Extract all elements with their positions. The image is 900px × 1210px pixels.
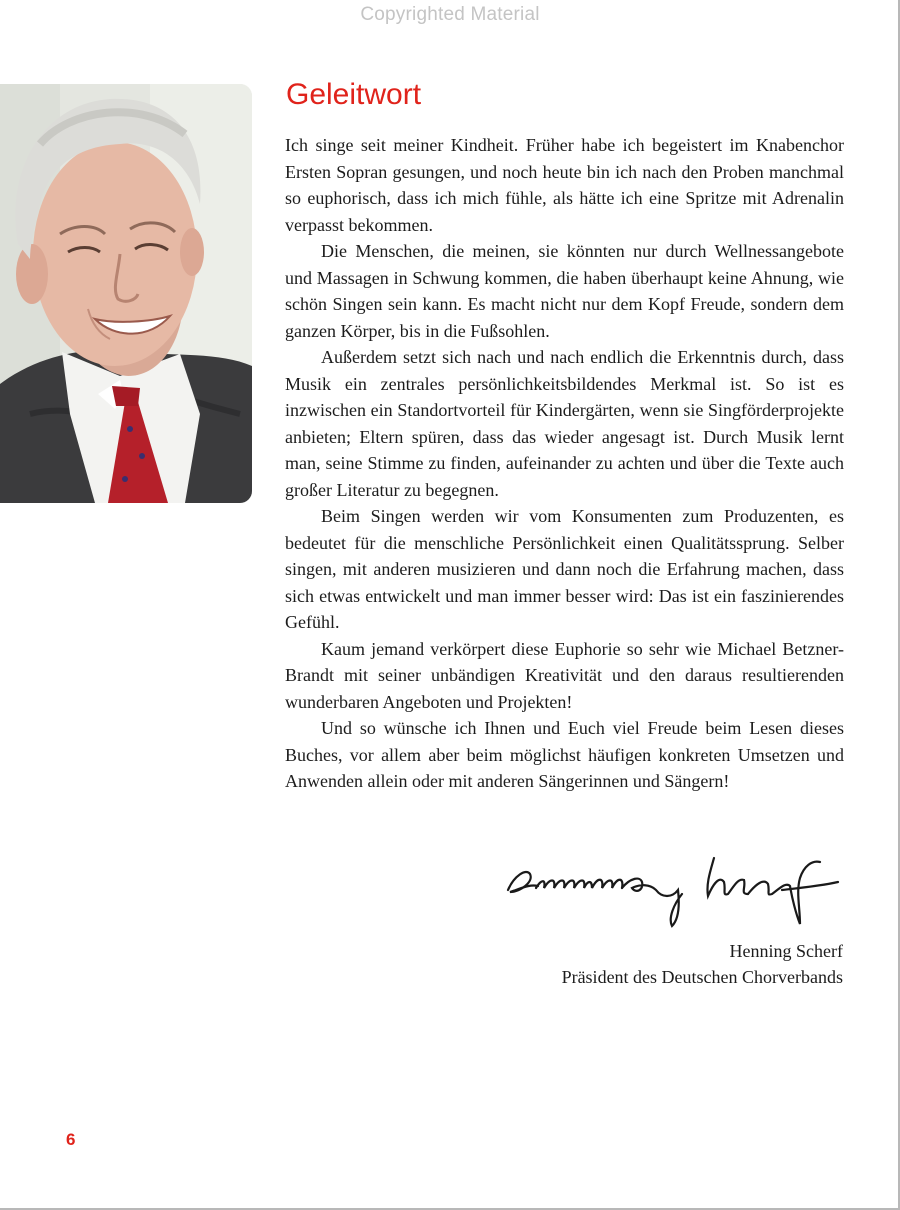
- author-name: Henning Scherf: [729, 941, 843, 961]
- copyright-watermark: Copyrighted Material: [360, 4, 540, 25]
- paragraph: Die Menschen, die meinen, sie könnten nur durch Wellnessangebote und Massagen in Schwung kommen, die haben überhaupt keine Ahnung, wie schön Singen sein kann. Es macht nicht nur dem Kopf Freude, sondern dem ganzen Körper, bis in die Fußsohlen.: [285, 241, 844, 341]
- author-role: Präsident des Deutschen Chorverbands: [561, 967, 843, 987]
- paragraph: Kaum jemand verkörpert diese Euphorie so sehr wie Michael Betzner-Brandt mit seiner unbändigen Kreativität und den daraus resultierenden wunderbaren Angeboten und Projekten!: [285, 638, 844, 712]
- page-number: 6: [66, 1130, 76, 1149]
- handwritten-signature: [500, 848, 845, 930]
- paragraph: Und so wünsche ich Ihnen und Euch viel Freude beim Lesen dieses Buches, vor allem aber beim möglichst häufigen konkreten Umsetzen und Anwenden allein oder mit anderen Sängerinnen und Sängern!: [285, 718, 844, 791]
- paragraph: Beim Singen werden wir vom Konsumenten zum Produzenten, es bedeutet für die menschliche Persönlichkeit einen Qualitätssprung. Selber singen, mit anderen musizieren und dann noch die Erfahrung machen, dass sich etwas entwickelt und man immer besser wird: Das ist ein faszinierendes Gefühl.: [285, 506, 844, 632]
- portrait-illustration: [0, 84, 252, 503]
- author-portrait-photo: [0, 84, 252, 503]
- paragraph: Außerdem setzt sich nach und nach endlich die Erkenntnis durch, dass Musik ein zentrales persönlichkeitsbildendes Merkmal ist. So ist es inzwischen ein Standortvorteil für Kindergärten, wenn sie Singförderprojekte anbieten; Eltern spüren, dass das wieder angesagt ist. Durch Musik lernt man, seine Stimme zu finden, aufeinander zu achten und über die Texte auch großer Literatur zu begegnen.: [285, 347, 844, 500]
- page-title: Geleitwort: [286, 78, 422, 111]
- foreword-body: [285, 132, 844, 795]
- paragraph: Ich singe seit meiner Kindheit. Früher habe ich begeistert im Knabenchor Ersten Sopran gesungen, und noch heute bin ich nach den Proben manchmal so euphorisch, dass ich mich fühle, als hätte ich eine Spritze mit Adrenalin verpasst bekommen.: [285, 135, 844, 235]
